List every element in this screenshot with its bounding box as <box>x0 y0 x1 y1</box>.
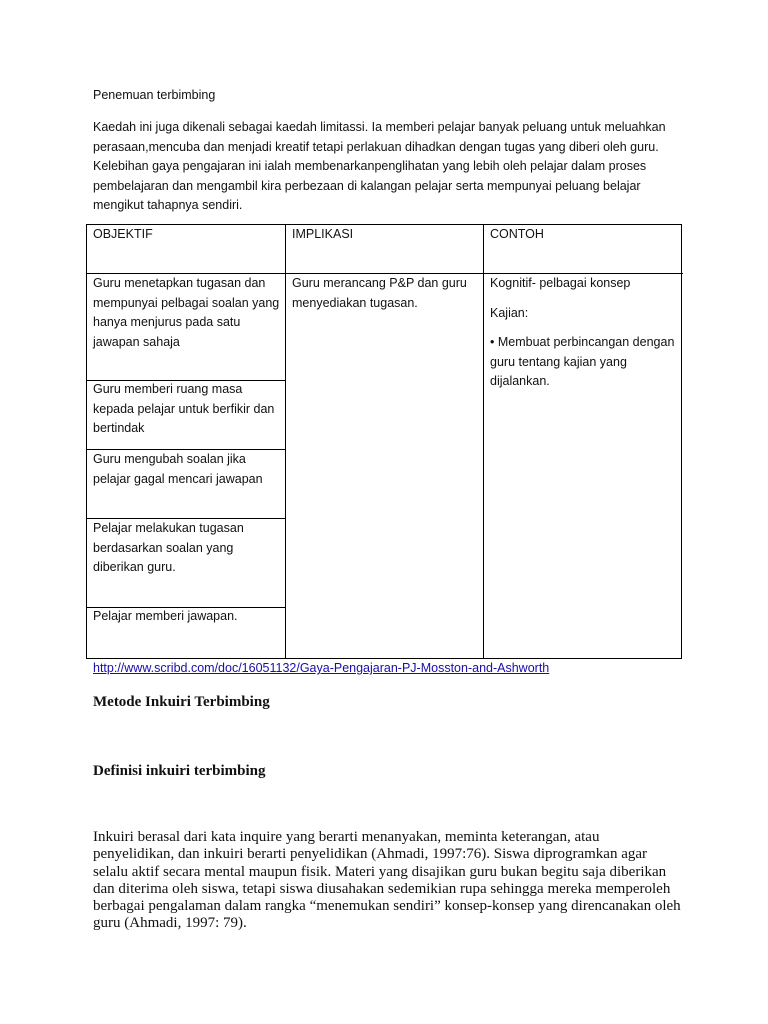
objektif-row-5: Pelajar memberi jawapan. <box>93 609 238 623</box>
bullet-icon: • <box>490 335 495 349</box>
objektif-row-2: Guru memberi ruang masa kepada pelajar untuk berfikir dan bertindak <box>93 382 275 435</box>
heading-definisi-inkuiri: Definisi inkuiri terbimbing <box>93 763 266 779</box>
contoh-line-2: Kajian: <box>490 305 529 320</box>
contoh-line-3: Membuat perbincangan dengan guru tentang kajian yang dijalankan. <box>490 335 675 388</box>
table-divider <box>285 225 286 658</box>
heading-metode-inkuiri: Metode Inkuiri Terbimbing <box>93 694 270 710</box>
header-objektif: OBJEKTIF <box>93 227 153 241</box>
table-divider <box>483 225 484 658</box>
objektif-table <box>86 224 682 659</box>
objektif-row-3: Guru mengubah soalan jika pelajar gagal mencari jawapan <box>93 452 263 486</box>
header-implikasi: IMPLIKASI <box>292 227 354 241</box>
implikasi-text: Guru merancang P&P dan guru menyediakan tugasan. <box>292 276 467 310</box>
intro-paragraph: Kaedah ini juga dikenali sebagai kaedah limitassi. Ia memberi pelajar banyak peluang untuk meluahkan perasaan,mencuba dan menjadi kreatif tetapi perlakuan dihadkan dengan tugas yang diberi oleh guru. Kelebihan gaya pengajaran ini ialah membenarkanpenglihatan yang lebih oleh pelajar dalam proses pembelajaran dan mengambil kira perbezaan di kalangan pelajar serta mempunyai peluang belajar mengikut tahapnya sendiri. <box>93 120 666 212</box>
scribd-link[interactable]: http://www.scribd.com/doc/16051132/Gaya-Pengajaran-PJ-Mosston-and-Ashworth <box>93 661 550 675</box>
heading-penemuan-terbimbing: Penemuan terbimbing <box>93 88 216 102</box>
objektif-row-1: Guru menetapkan tugasan dan mempunyai pelbagai soalan yang hanya menjurus pada satu jawapan sahaja <box>93 276 280 349</box>
contoh-bullet-item <box>490 333 678 392</box>
objektif-row-4: Pelajar melakukan tugasan berdasarkan soalan yang diberikan guru. <box>93 521 244 574</box>
header-contoh: CONTOH <box>490 227 544 241</box>
definisi-paragraph: Inkuiri berasal dari kata inquire yang berarti menanyakan, meminta keterangan, atau penyelidikan, dan inkuiri berarti penyelidikan (Ahmadi, 1997:76). Siswa diprogramkan agar selalu aktif secara mental maupun fisik. Materi yang disajikan guru bukan begitu saja diberikan dan diterima oleh siswa, tetapi siswa diusahakan sedemikian rupa sehingga mereka memperoleh berbagai pengalaman dalam rangka “menemukan sendiri” konsep-konsep yang direncanakan oleh guru (Ahmadi, 1997: 79). <box>93 829 681 932</box>
contoh-cell <box>490 274 678 402</box>
contoh-line-1: Kognitif- pelbagai konsep <box>490 276 631 290</box>
